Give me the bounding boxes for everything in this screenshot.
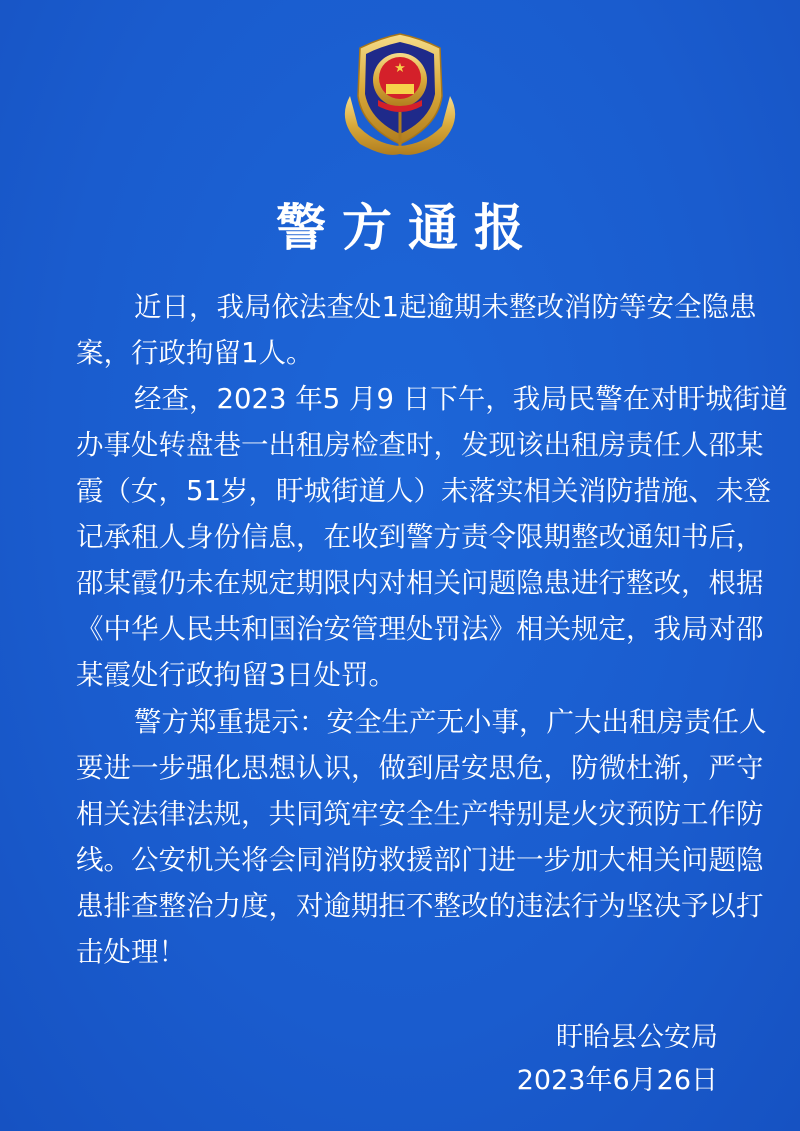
svg-text:★: ★	[394, 61, 406, 76]
police-emblem	[330, 26, 470, 161]
paragraph-3-line: 线。公安机关将会同消防救援部门进一步加大相关问题隐	[76, 844, 764, 876]
issue-date: 2023年6月26日	[516, 1065, 718, 1096]
paragraph-3-line: 相关法律法规，共同筑牢安全生产特别是火灾预防工作防	[76, 798, 764, 830]
paragraph-3-line: 警方郑重提示：安全生产无小事，广大出租房责任人	[134, 706, 767, 738]
paragraph-2-line: 邵某霞仍未在规定期限内对相关问题隐患进行整改，根据	[76, 567, 764, 599]
issuer-name: 盱眙县公安局	[556, 1022, 718, 1053]
paragraph-2-line: 记承租人身份信息，在收到警方责令限期整改通知书后，	[76, 521, 764, 553]
paragraph-1-line: 近日，我局依法查处1起逾期未整改消防等安全隐患	[134, 291, 757, 323]
paragraph-2-line: 某霞处行政拘留3日处罚。	[76, 659, 396, 691]
paragraph-2-line: 经查，2023 年5 月9 日下午，我局民警在对盱城街道	[134, 383, 788, 415]
paragraph-3-line: 击处理！	[76, 936, 186, 968]
paragraph-2-line: 《中华人民共和国治安管理处罚法》相关规定，我局对邵	[76, 613, 764, 645]
paragraph-2-line: 办事处转盘巷一出租房检查时，发现该出租房责任人邵某	[76, 429, 764, 461]
paragraph-3-line: 要进一步强化思想认识，做到居安思危，防微杜渐，严守	[76, 752, 764, 784]
paragraph-1-line: 案，行政拘留1人。	[76, 337, 314, 369]
paragraph-3-line: 患排查整治力度，对逾期拒不整改的违法行为坚决予以打	[76, 890, 764, 922]
paragraph-2-line: 霞（女，51岁，盱城街道人）未落实相关消防措施、未登	[76, 475, 771, 507]
page-title: 警方通报	[276, 198, 540, 257]
